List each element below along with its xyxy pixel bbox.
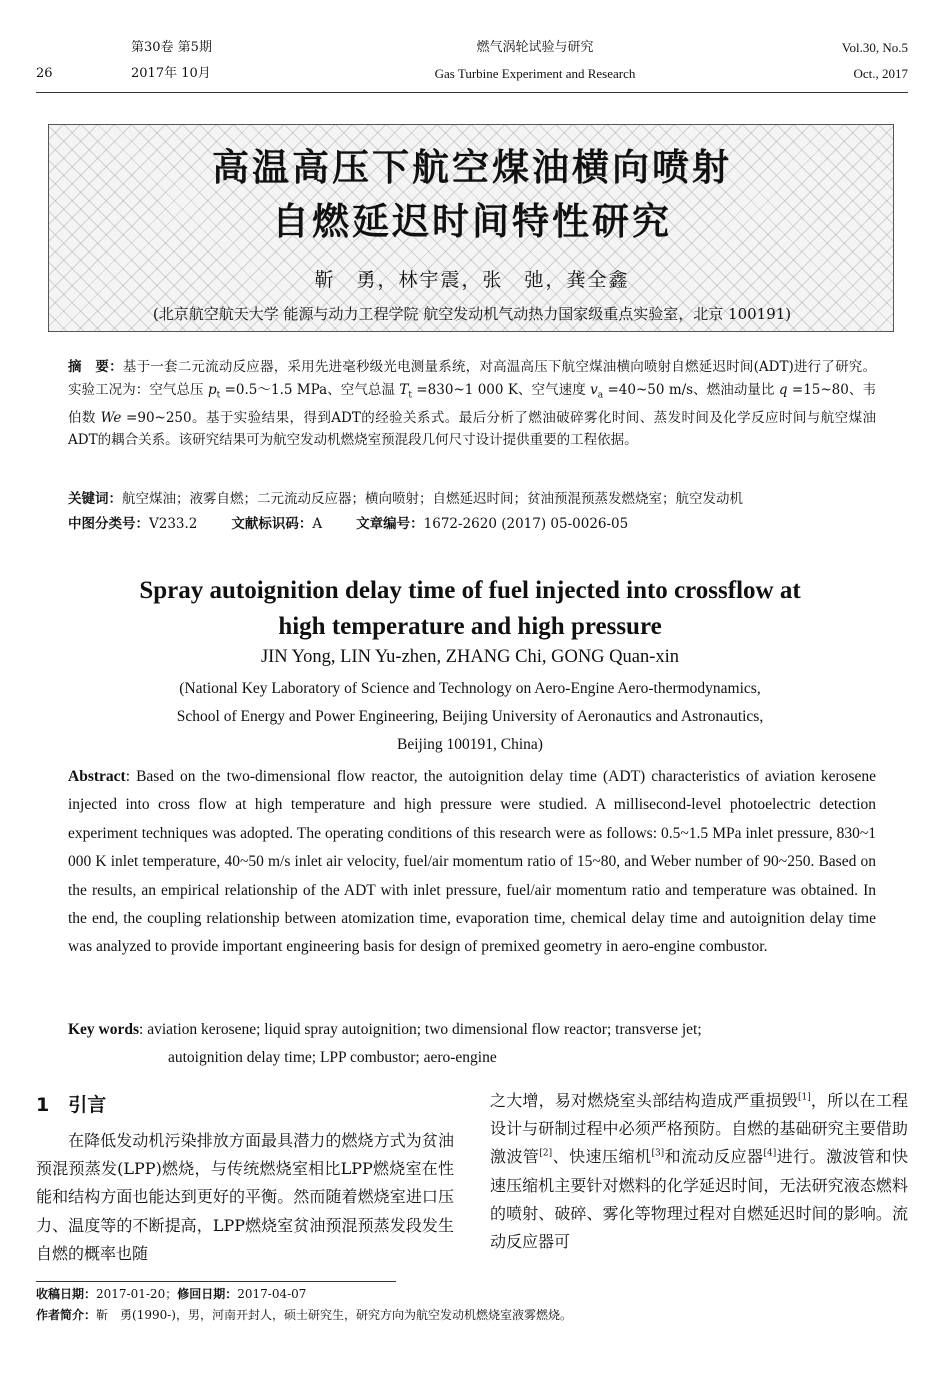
abstract-cn-label: 摘 要： [68, 359, 123, 375]
revised-date: 2017-04-07 [237, 1287, 307, 1301]
keywords-en [68, 1016, 876, 1073]
clc-value: V233.2 [149, 516, 198, 532]
volume-en: Vol.30, No.5 [841, 40, 908, 55]
revised-label: 修回日期： [177, 1287, 238, 1301]
section-heading-intro: 1 引言 [36, 1094, 107, 1116]
var-p: p [207, 381, 217, 398]
author-bio-text: 靳 勇(1990-)，男，河南开封人，硕士研究生，研究方向为航空发动机燃烧室液雾燃烧。 [96, 1308, 572, 1322]
right-text-d: 和流动反应器 [664, 1147, 764, 1167]
keywords-en-label: Key words [68, 1021, 140, 1038]
abstract-cn-text-3: =830~1 000 K、空气速度 [412, 381, 591, 398]
title-cn-line2: 自燃延迟时间特性研究 [272, 200, 672, 243]
footnote-dates [36, 1285, 306, 1303]
citation-3: [3] [651, 1149, 665, 1160]
footnote-rule [36, 1281, 396, 1282]
authors-en: JIN Yong, LIN Yu-zhen, ZHANG Chi, GONG Quan-xin [260, 647, 680, 667]
var-q: q [778, 381, 788, 398]
article-no-label: 文章编号： [356, 516, 424, 532]
doc-code-label: 文献标识码： [231, 516, 313, 532]
author-bio-label: 作者简介： [36, 1308, 97, 1322]
abstract-en-label: Abstract [68, 768, 126, 785]
sub-v: a [597, 390, 604, 401]
title-cn-line1: 高温高压下航空煤油横向喷射 [212, 146, 732, 189]
doc-code-value: A [312, 516, 323, 532]
title-en [40, 573, 900, 645]
body-left-column: 在降低发动机污染排放方面最具潜力的燃烧方式为贫油预混预蒸发(LPP)燃烧，与传统燃烧室相比LPP燃烧室在性能和结构方面也能达到更好的平衡。然而随着燃烧室进口压力、温度等的不断提高，LPP燃烧室贫油预混预蒸发段发生自燃的概率也随 [36, 1131, 454, 1263]
abstract-cn-text-5: =15~80、韦伯数 [68, 381, 876, 426]
abstract-en-text: Based on the two-dimensional flow reactor, the autoignition delay time (ADT) characteristics of aviation kerosene injected into cross flow at high temperature and high pressure were studied. A millisecond-level photoelectric detection experiment techniques was adopted. The operating conditions of this research were as follows: 0.5~1.5 MPa inlet pressure, 830~1 000 K inlet temperature, 40~50 m/s inlet air velocity, fuel/air momentum ratio of 15~80, and Weber number of 90~250. Based on the results, an empirical relationship of the ADT with inlet pressure, fuel/air momentum ratio and temperature was obtained. In the end, the coupling relationship between atomization time, evaporation time, chemical delay time and autoignition delay time was analyzed to provide important engineering basis for design of premixed geometry in aero-engine combustor. [68, 768, 876, 956]
keywords-en-colon: : [139, 1021, 148, 1038]
authors-cn: 靳 勇，林宇震，张 弛，龚全鑫 [314, 269, 630, 291]
header-rule [36, 92, 908, 93]
keywords-en-line2: autoignition delay time; LPP combustor; aero-engine [168, 1049, 497, 1067]
affiliation-en-line2: School of Energy and Power Engineering, Beijing University of Aeronautics and Astronautics, [176, 708, 764, 725]
abstract-cn-text-2: =0.5～1.5 MPa、空气总温 [220, 381, 400, 398]
right-text-e: 进行。激波管和快速压缩机主要针对燃料的化学延迟时间，无法研究液态燃料的喷射、破碎、雾化等物理过程对自燃延迟时间的影响。流动反应器可 [490, 1147, 908, 1252]
affiliation-en-line3: Beijing 100191, China) [397, 736, 543, 753]
abstract-cn-text-6: =90~250。基于实验结果，得到ADT的经验关系式。最后分析了燃油破碎雾化时间、蒸发时间及化学反应时间与航空煤油ADT的耦合关系。该研究结果可为航空发动机燃烧室预混段几何尺寸设计提供重要的工程依据。 [68, 409, 876, 449]
right-text-a: 之大增，易对燃烧室头部结构造成严重损毁 [490, 1091, 798, 1110]
footnote-author [36, 1306, 572, 1324]
title-en-line1: Spray autoignition delay time of fuel injected into crossflow at [139, 577, 801, 604]
body-right-column [490, 1087, 908, 1256]
sub-p: t [216, 390, 221, 401]
var-t: T [399, 381, 409, 398]
journal-name-cn: 燃气涡轮试验与研究 [476, 40, 594, 55]
date-cn: 2017年 10月 [131, 66, 211, 81]
citation-2: [2] [539, 1149, 553, 1160]
classification-line [68, 513, 876, 536]
page-number: 26 [36, 66, 53, 81]
keywords-cn-label: 关键词： [68, 491, 122, 507]
keywords-cn [68, 488, 876, 511]
keywords-cn-text: 航空煤油；液雾自燃；二元流动反应器；横向喷射；自燃延迟时间；贫油预混预蒸发燃烧室；航空发动机 [122, 491, 743, 507]
sub-t: t [408, 390, 413, 401]
clc-label: 中图分类号： [68, 516, 149, 532]
citation-4: [4] [763, 1149, 777, 1160]
title-en-line2: high temperature and high pressure [278, 613, 662, 640]
var-v: v [590, 381, 598, 398]
abstract-cn-text-4: =40~50 m/s、燃油动量比 [603, 381, 779, 398]
citation-1: [1] [797, 1092, 811, 1103]
abstract-en [68, 763, 876, 962]
affiliation-en-line1: (National Key Laboratory of Science and Technology on Aero-Engine Aero-thermodynamics, [179, 680, 761, 697]
received-date: 2017-01-20； [96, 1287, 178, 1301]
right-text-b: ，所以在工程设计与研制过程中必须严格预防。自燃的基础研究主要借助激波管 [490, 1091, 908, 1167]
abstract-en-colon: : [125, 768, 137, 785]
keywords-en-line1: aviation kerosene; liquid spray autoignition; two dimensional flow reactor; transverse jet; [147, 1021, 702, 1038]
abstract-cn-text-1: 基于一套二元流动反应器，采用先进毫秒级光电测量系统，对高温高压下航空煤油横向喷射自燃延迟时间(ADT)进行了研究。实验工况为：空气总压 [68, 359, 876, 398]
journal-name-en: Gas Turbine Experiment and Research [434, 66, 636, 81]
issue-cn: 第30卷 第5期 [131, 40, 212, 55]
var-we: We [100, 409, 122, 426]
abstract-cn [68, 356, 876, 452]
received-label: 收稿日期： [36, 1287, 97, 1301]
article-no-value: 1672-2620 (2017) 05-0026-05 [423, 516, 629, 532]
right-text-c: 、快速压缩机 [552, 1147, 652, 1167]
date-en: Oct., 2017 [853, 66, 908, 81]
affiliation-cn: (北京航空航天大学 能源与动力工程学院 航空发动机气动热力国家级重点实验室，北京 100191) [152, 305, 792, 323]
title-box [48, 124, 894, 332]
